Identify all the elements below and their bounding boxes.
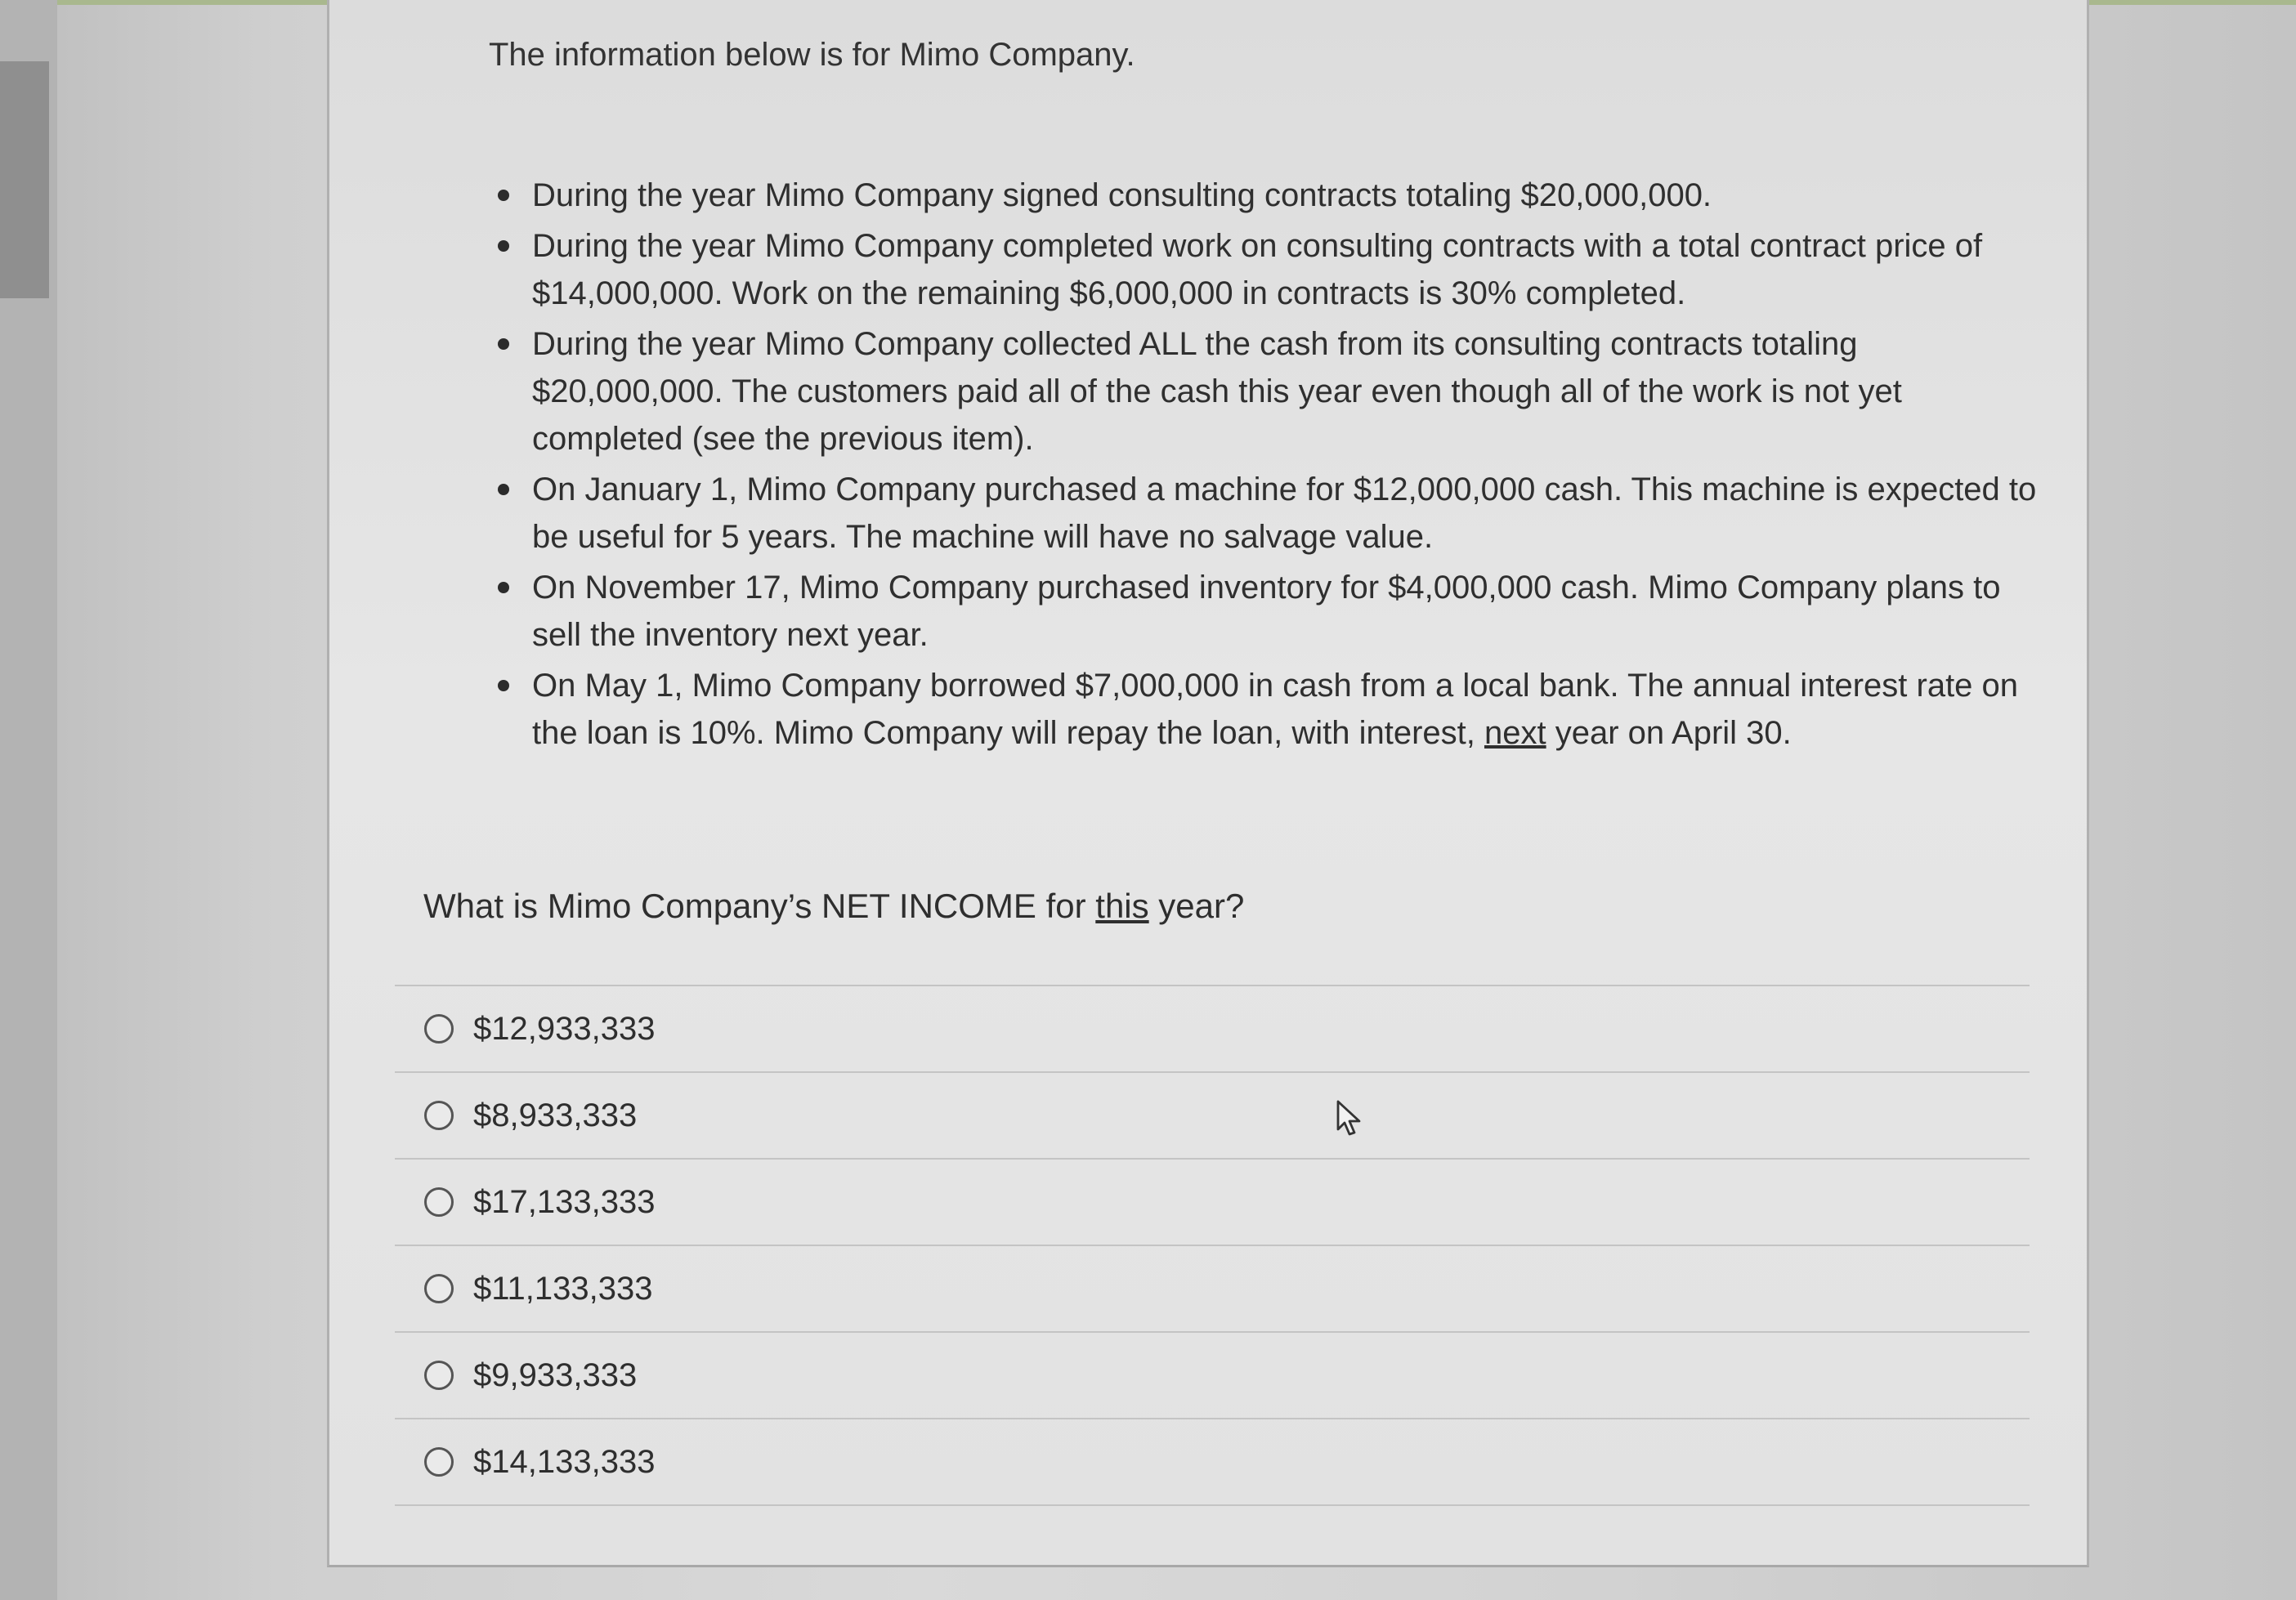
- left-sidebar-edge: [0, 0, 57, 1600]
- info-item-text: During the year Mimo Company completed work on consulting contracts with a total contract price of $14,000,000. Work on the remaining $6,000,000 in contracts is 30% completed.: [532, 228, 1983, 311]
- bullet-dot-icon: [498, 338, 509, 350]
- info-item: [532, 320, 2044, 463]
- answer-option-label: $12,933,333: [473, 1010, 656, 1047]
- mouse-pointer-icon: [1336, 1100, 1364, 1137]
- info-item: [532, 222, 2044, 317]
- left-sidebar-tab[interactable]: [0, 61, 49, 298]
- bullet-dot-icon: [498, 484, 509, 495]
- answer-option-label: $14,133,333: [473, 1443, 656, 1480]
- bullet-dot-icon: [498, 240, 509, 252]
- bullet-dot-icon: [498, 190, 509, 201]
- answer-option[interactable]: [395, 1245, 2030, 1331]
- info-item-text: On January 1, Mimo Company purchased a machine for $12,000,000 cash. This machine is expected to be useful for 5 years. The machine will have no salvage value.: [532, 472, 2037, 555]
- answer-option[interactable]: [395, 1158, 2030, 1245]
- info-item-text-end: year on April 30.: [1546, 715, 1792, 751]
- info-item: [532, 466, 2044, 561]
- info-list: [493, 172, 2044, 760]
- question-text-end: year?: [1148, 887, 1245, 925]
- info-item: [532, 662, 2044, 757]
- radio-button[interactable]: [424, 1101, 454, 1130]
- info-item-text: On May 1, Mimo Company borrowed $7,000,000 in cash from a local bank. The annual interest rate on the loan is 10%. Mimo Company will repay the loan, with interest,: [532, 668, 2019, 751]
- bullet-dot-icon: [498, 680, 509, 691]
- answer-option-label: $11,133,333: [473, 1270, 653, 1307]
- emphasis-next: next: [1484, 715, 1546, 751]
- question-prompt: [423, 887, 1244, 926]
- intro-text: The information below is for Mimo Company.: [489, 37, 1135, 73]
- answer-option-label: $9,933,333: [473, 1356, 638, 1393]
- answer-option[interactable]: [395, 1418, 2030, 1506]
- radio-button[interactable]: [424, 1447, 454, 1477]
- radio-button[interactable]: [424, 1361, 454, 1390]
- question-text: What is Mimo Company’s NET INCOME for: [423, 887, 1096, 925]
- info-item-text: During the year Mimo Company collected ALL the cash from its consulting contracts totaling $20,000,000. The customers paid all of the cash this year even though all of the work is not yet completed (see the previous item).: [532, 326, 1902, 457]
- radio-button[interactable]: [424, 1014, 454, 1044]
- info-item: [532, 172, 2044, 219]
- answer-option[interactable]: [395, 1331, 2030, 1418]
- answer-option-label: $17,133,333: [473, 1183, 656, 1220]
- info-item-text: On November 17, Mimo Company purchased inventory for $4,000,000 cash. Mimo Company plans to sell the inventory next year.: [532, 570, 2001, 653]
- answer-option[interactable]: [395, 1071, 2030, 1158]
- info-item-text: During the year Mimo Company signed consulting contracts totaling $20,000,000.: [532, 177, 1712, 213]
- question-panel: [327, 0, 2089, 1567]
- info-item: [532, 564, 2044, 659]
- radio-button[interactable]: [424, 1274, 454, 1303]
- radio-button[interactable]: [424, 1187, 454, 1217]
- bullet-dot-icon: [498, 582, 509, 593]
- answer-option[interactable]: [395, 985, 2030, 1071]
- emphasis-this: this: [1095, 887, 1149, 925]
- answer-options: [395, 985, 2030, 1506]
- answer-option-label: $8,933,333: [473, 1097, 638, 1133]
